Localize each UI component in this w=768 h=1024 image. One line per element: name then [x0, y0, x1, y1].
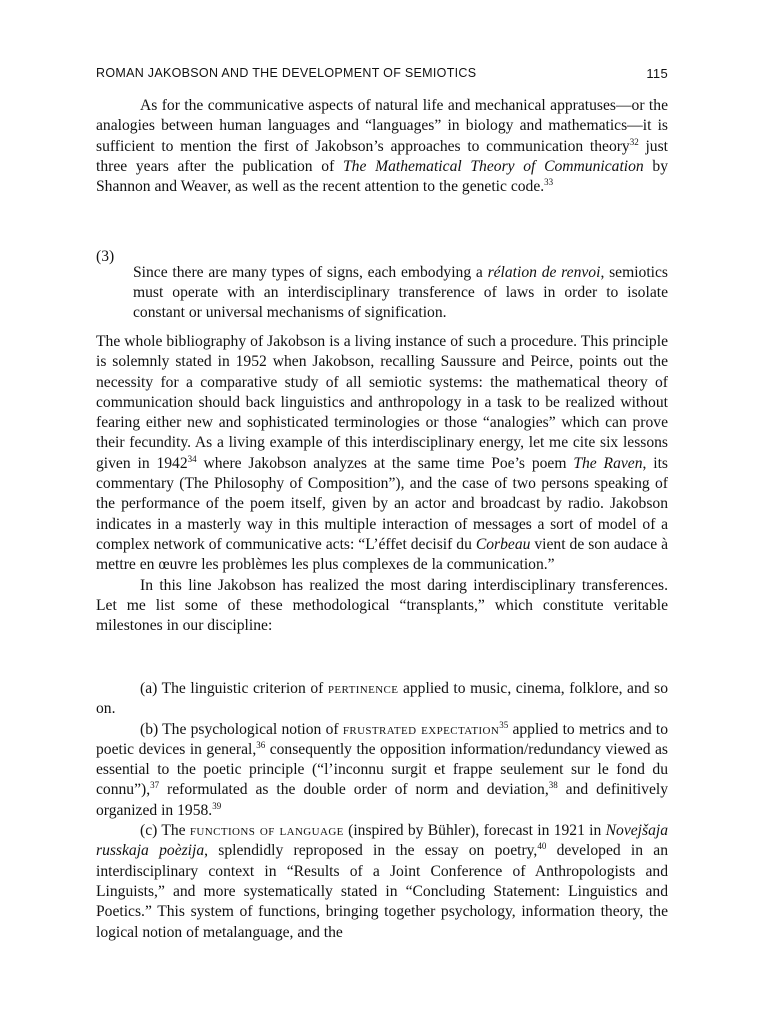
footnote-ref-37: 37	[150, 780, 160, 791]
footnote-ref-36: 36	[256, 739, 266, 750]
paragraph-bibliography	[96, 332, 668, 636]
italic-title: Novejšaja russkaja poèzija	[96, 822, 668, 860]
footnote-ref-32: 32	[629, 136, 639, 147]
footnote-ref-38: 38	[548, 780, 558, 791]
paragraph-transferences: In this line Jakobson has realized the most daring interdisciplinary transferences. Let me list some of these methodological “transplants,” which constitute veritable milestones in our discipline:	[96, 576, 668, 635]
small-caps-term: frustrated expectation	[342, 720, 500, 738]
footnote-ref-40: 40	[537, 841, 547, 852]
text-run: where Jakobson analyzes at the same time Poe’s poem	[196, 454, 574, 472]
book-title-mathematical-theory: The Mathematical Theory of Communication	[343, 157, 644, 175]
small-caps-term: pertinence	[327, 680, 399, 697]
page-number: 115	[646, 66, 668, 81]
text-run: by Shannon and Weaver, as well as the recent attention to the genetic code.	[96, 157, 669, 196]
milestone-list	[96, 679, 668, 943]
text-run: just three years after the publication of	[96, 137, 668, 175]
text-run: vient de son audace à mettre en œuvre les problèmes les plus complexes de la communication.”	[96, 535, 668, 574]
list-item-b: (b) The psychological notion of frustrated expectation$^{35}$ applied to metrics and to poetic devices in general,$^{36}$ consequently the opposition information/redundancy viewed as essential to the poetic principle (“l’inconnu surgit et frappe seulement sur le fond du connu”),$^{37}$ reformulated as the double order of norm and deviation,$^{38}$ and definitively organized in 1958.39	[96, 719, 669, 819]
numbered-point-3	[96, 247, 668, 339]
footnote-ref-39: 39	[212, 800, 222, 811]
italic-term: rélation de renvoi	[487, 263, 601, 281]
list-item-a: (a) The linguistic criterion of pertinence applied to music, cinema, folklore, and so on.	[96, 680, 668, 718]
poem-title-the-raven: The Raven	[573, 454, 643, 472]
text-run: The whole bibliography of Jakobson is a living instance of such a procedure. This principle is solemnly stated in 1952 when Jakobson, recalling Saussure and Peirce, points out the necessity for a comparative study of all semiotic systems: the mathematical theory of communication should back linguistics and anthropology in a task to be realized without fearing either new and sophisticated terminologies or those “analogies” which can prove their fecundity. As a living example of this interdisciplinary energy, let me cite six lessons given in 1942	[96, 333, 668, 472]
point-number: (3)	[96, 248, 115, 265]
footnote-ref-33: 33	[544, 177, 554, 188]
running-header	[96, 64, 668, 86]
text-run: As for the communicative aspects of natural life and mechanical appratuses—or the analogies between human languages and “languages” in biology and mathematics—it is sufficient to mention the first of Jakobson’s approaches to communication theory	[96, 97, 668, 155]
footnote-ref-34: 34	[187, 453, 197, 464]
point-text: Since there are many types of signs, each embodying a rélation de renvoi, semiotics must operate with an interdisciplinary transference of laws in order to isolate constant or universal mechanisms of signification.	[133, 263, 668, 322]
list-item-c: (c) The functions of language (inspired by Bühler), forecast in 1921 in Novejšaja russkaja poèzija, splendidly reproposed in the essay on poetry,$^{40}$ developed in an interdisciplinary context in “Results of a Joint Conference of Anthropologists and Linguists,” and more systematically stated in “Concluding Statement: Linguistics and Poetics.” This system of functions, bringing together psychology, information theory, the logical notion of metalanguage, and the	[96, 822, 669, 941]
paragraph-communicative-aspects	[96, 96, 668, 197]
running-title: ROMAN JAKOBSON AND THE DEVELOPMENT OF SEMIOTICS	[96, 66, 477, 80]
small-caps-term: functions of language	[189, 822, 344, 840]
italic-corbeau: Corbeau	[475, 535, 531, 553]
footnote-ref-35: 35	[499, 719, 509, 730]
text-run: , its commentary (The Philosophy of Composition”), and the case of two persons speaking of the performance of the poem itself, given by an actor and broadcast by radio. Jakobson indicates in a masterly way in this multiple interaction of messages a sort of model of a complex network of communicative acts: “L’éffet decisif du	[96, 454, 669, 553]
